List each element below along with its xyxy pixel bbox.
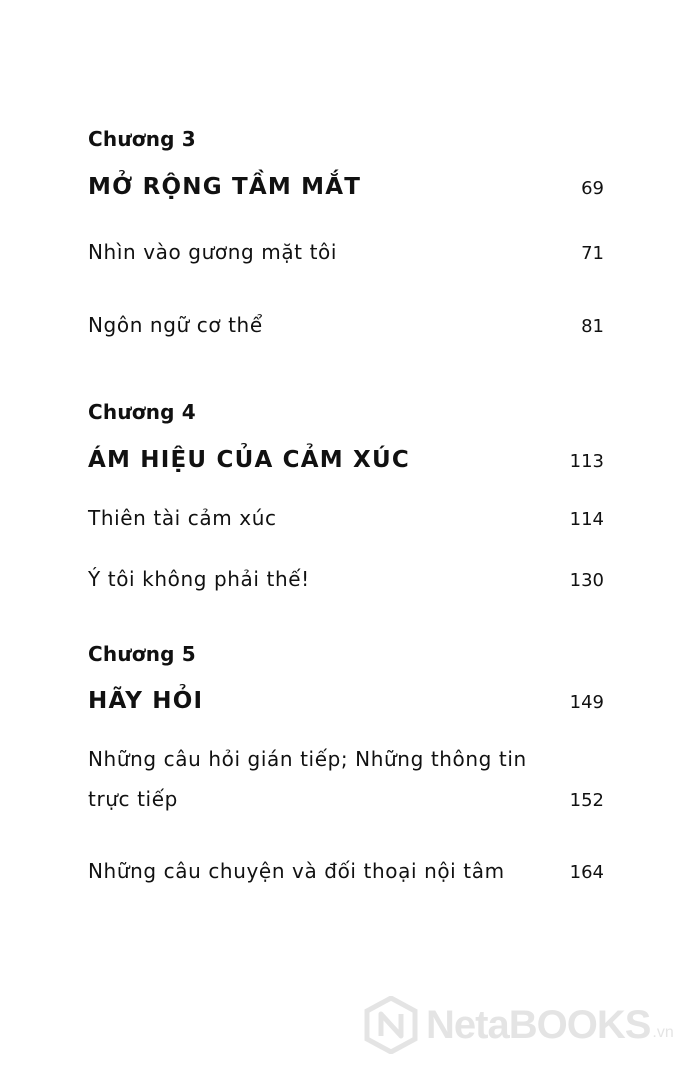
page-number: 81: [581, 316, 604, 337]
chapter-label: Chương 3: [88, 127, 196, 151]
section-last-line: [88, 787, 604, 811]
section-row: [88, 859, 604, 883]
chapter-label: Chương 5: [88, 642, 196, 666]
page-number: 130: [569, 570, 604, 591]
page-number: 113: [569, 451, 604, 472]
section-title-line2: trực tiếp: [88, 787, 178, 811]
chapter-title-row: [88, 447, 604, 473]
chapter-title-row: [88, 688, 604, 714]
section-title: Những câu chuyện và đối thoại nội tâm: [88, 859, 505, 883]
section-row: [88, 240, 604, 264]
section-title: Thiên tài cảm xúc: [88, 506, 277, 530]
section-row-multiline: [88, 747, 604, 811]
section-title-line1: Những câu hỏi gián tiếp; Những thông tin: [88, 747, 527, 771]
chapter-title: ÁM HIỆU CỦA CẢM XÚC: [88, 447, 410, 473]
section-title: Ý tôi không phải thế!: [88, 567, 310, 591]
chapter-title-row: [88, 174, 604, 200]
section-title: Ngôn ngữ cơ thể: [88, 313, 263, 337]
page-number: 152: [569, 790, 604, 811]
page-number: 114: [569, 509, 604, 530]
netabooks-logo-icon: [362, 996, 420, 1054]
section-row: [88, 567, 604, 591]
page-number: 71: [581, 243, 604, 264]
chapter-title: MỞ RỘNG TẦM MẮT: [88, 174, 362, 200]
watermark-suffix: .vn: [652, 1024, 674, 1041]
page-number: 69: [581, 178, 604, 199]
watermark: [362, 992, 692, 1058]
watermark-brand: NetaBOOKS: [426, 1002, 651, 1047]
section-title: Nhìn vào gương mặt tôi: [88, 240, 338, 264]
section-row: [88, 313, 604, 337]
page-number: 164: [569, 862, 604, 883]
chapter-label: Chương 4: [88, 400, 196, 424]
section-row: [88, 506, 604, 530]
page-number: 149: [569, 692, 604, 713]
chapter-title: HÃY HỎI: [88, 688, 204, 714]
